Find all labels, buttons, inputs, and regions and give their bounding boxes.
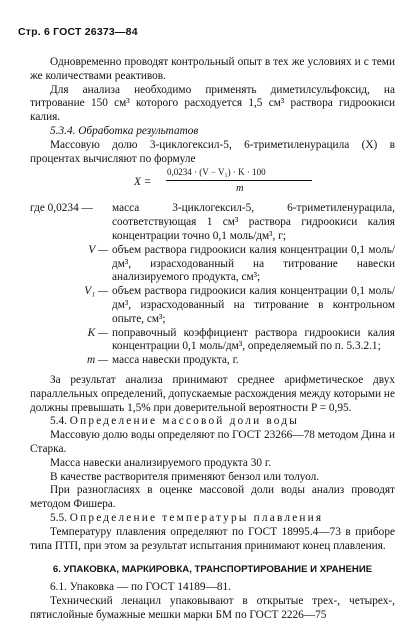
definition-item [30, 285, 395, 326]
subsection-5-3-4: 5.3.4. Обработка результатов [50, 124, 199, 137]
formula [30, 166, 395, 200]
section-6-title: 6. УПАКОВКА, МАРКИРОВКА, ТРАНСПОРТИРОВАНИЕ И ХРАНЕНИЕ [52, 564, 373, 576]
definition-symbol: где 0,0234 — [30, 202, 93, 215]
subsection-5-4 [30, 415, 395, 429]
paragraph-result: За результат анализа принимают среднее арифметическое двух параллельных определений, допускаемые расхождения между которыми не должны превышать 1,5% при доверительной вероятности P = 0,95. [30, 373, 395, 414]
paragraph-6-1-packaging: Технический ленацил упаковывают в открытые трех-, четырех-, пятислойные бумажные мешки марки БМ по ГОСТ 2226—75 [30, 594, 395, 621]
formula-lhs: X = [134, 176, 152, 189]
definition-text: масса навески продукта, г. [112, 354, 239, 367]
definition-symbol: K — [87, 326, 108, 339]
subsection-5-4-title: Определение массовой доли воды [69, 415, 300, 428]
page-header: Стр. 6 ГОСТ 26373—84 [18, 26, 138, 38]
fraction-bar [166, 180, 312, 181]
definition-text: поправочный коэффициент раствора гидроокиси калия концентрации 0,1 моль/дм³, определяемый по п. 5.3.2.1; [112, 326, 395, 353]
subsection-5-4-number: 5.4. [50, 415, 67, 428]
page-body [30, 56, 395, 622]
formula-denominator: m [236, 183, 244, 195]
definition-text: масса 3-циклогексил-5, 6-триметиленурацила, соответствующая 1 см³ раствора гидроокиси калия концентрации точно 0,1 моль/дм³, г; [112, 202, 395, 242]
definition-symbol: V₁ — [84, 285, 108, 298]
definition-item [30, 202, 395, 243]
definition-symbol: V — [88, 243, 108, 256]
definition-item [30, 354, 395, 368]
paragraph-solvent: В качестве растворителя применяют бензол или толуол. [50, 470, 320, 483]
definition-symbol: m — [86, 354, 108, 367]
formula-numerator: 0,0234 · (V − V₁) · K · 100 [167, 167, 266, 178]
definition-item [30, 244, 395, 285]
paragraph-control-test: Одновременно проводят контрольный опыт в тех же условиях и с теми же количествами реактивов. [30, 56, 395, 82]
definition-text: объем раствора гидроокиси калия концентрации 0,1 моль/дм³, израсходованный на титрование в контрольном опыте, см³; [112, 285, 395, 325]
paragraph-formula-intro: Массовую долю 3-циклогексил-5, 6-триметиленурацила (X) в процентах вычисляют по формуле [30, 138, 395, 165]
definition-text: объем раствора гидроокиси калия концентрации 0,1 моль/дм³, израсходованный на титрование навески анализируемого продукта, см³; [112, 243, 395, 284]
paragraph-dmso: Для анализа необходимо применять диметилсульфоксид, на титрование 150 см³ которого расходуется 1,5 см³ раствора гидроокиси калия. [30, 83, 395, 124]
definition-item [30, 327, 395, 355]
definitions-list [30, 202, 395, 368]
paragraph-6-1: 6.1. Упаковка — по ГОСТ 14189—81. [50, 581, 231, 594]
subsection-5-5 [30, 512, 395, 526]
paragraph-fischer: При разногласиях в оценке массовой доли воды анализ проводят методом Фишера. [30, 484, 395, 511]
paragraph-melting: Температуру плавления определяют по ГОСТ 18995.4—73 в приборе типа ПТП, при этом за результат испытания принимают конец плавления. [30, 525, 395, 552]
subsection-5-5-number: 5.5. [50, 511, 67, 524]
paragraph-sample-mass: Масса навески анализируемого продукта 30 г. [50, 456, 272, 469]
paragraph-water-method: Массовую долю воды определяют по ГОСТ 23266—78 методом Дина и Старка. [30, 429, 395, 455]
subsection-5-5-title: Определение температуры плавления [69, 511, 324, 524]
